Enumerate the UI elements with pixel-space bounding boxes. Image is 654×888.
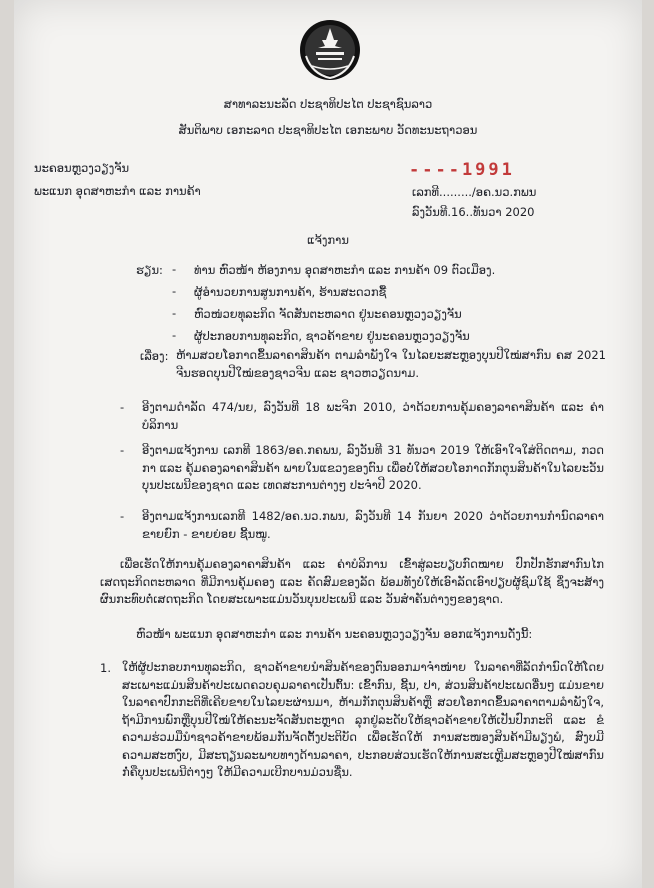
recipient-item: ຜູ້ປະກອບການທຸລະກິດ, ຊາວຄ້າຂາຍ ຢູ່ນະຄອນຫຼວງວຽງຈັນ: [194, 329, 470, 343]
bullet-dash: -: [172, 262, 177, 276]
issuer-org-1: ນະຄອນຫຼວງວຽງຈັນ: [34, 161, 130, 175]
bullet-dash: -: [172, 284, 177, 298]
recipient-item: ຫົວໜ່ວຍທຸລະກິດ ຈັດສັນຕະຫລາດ ຢູ່ນະຄອນຫຼວງວຽງຈັນ: [194, 307, 462, 321]
national-emblem-icon: [298, 18, 362, 82]
announcement-line: ຫົວໜ້າ ພະແນກ ອຸດສາຫະກຳ ແລະ ການຄ້າ ນະຄອນຫຼວງວຽງຈັນ ອອກແຈ້ງການດັ່ງນີ້:: [136, 627, 533, 641]
issuer-org-2: ພະແນກ ອຸດສາຫະກຳ ແລະ ການຄ້າ: [34, 184, 201, 198]
bullet-dash: -: [120, 400, 125, 414]
document-date: ລົງວັນທີ.16..ທັນວາ 2020: [412, 205, 535, 219]
header-line-1: ສາທາລະນະລັດ ປະຊາທິປະໄຕ ປະຊາຊົນລາວ: [223, 97, 433, 111]
bullet-dash: -: [172, 306, 177, 320]
legal-reference: ອີງຕາມແຈ້ງການເລກທີ 1482/ອຄ.ນວ.ກພນ, ລົງວັນທີ 14 ກັນຍາ 2020 ວ່າດ້ວຍການກຳນົດລາຄາຂາຍຍົກ - ຂາຍຍ່ອຍ ຊີ້ນໝູ.: [142, 509, 604, 541]
subject-text: ຫ້າມສວຍໂອກາດຂຶ້ນລາຄາສິນຄ້າ ຕາມລຳພັງໃຈ ໃນໄລຍະສະຫຼອງບຸນປີໃໝ່ສາກົນ ຄສ 2021 ຈີນຮອດບຸນປີໃໝ່ຂອງຊາວຈີນ ແລະ ຊາວຫວຽດນາມ.: [176, 348, 606, 380]
header-line-2: ສັນຕິພາບ ເອກະລາດ ປະຊາທິປະໄຕ ເອກະພາບ ວັດທະນະຖາວອນ: [178, 123, 478, 137]
document-page: [14, 0, 642, 888]
legal-reference: ອີງຕາມແຈ້ງການ ເລກທີ 1863/ອຄ.ກຄພນ, ລົງວັນທີ 31 ທັນວາ 2019 ໃຫ້ເອົາໃຈໃສ່ຕິດຕາມ, ກວດກາ ແລະ ຄຸ້ມຄອງລາຄາສິນຄ້າ ພາຍໃນແຂວງຂອງຕົນ ເພື່ອບໍ່ໃຫ້ສວຍໂອກາດກັກຕຸນສິນຄ້າໃນໄລຍະວັນບຸນປະເພນີຂອງຊາດ ແລະ ເທດສະການຕ່າງໆ ປະຈຳປີ 2020.: [142, 443, 604, 492]
document-title: ແຈ້ງການ: [307, 233, 349, 247]
bullet-dash: -: [120, 443, 125, 457]
legal-reference: ອີງຕາມດຳລັດ 474/ນຍ, ລົງວັນທີ 18 ພະຈິກ 2010, ວ່າດ້ວຍການຄຸ້ມຄອງລາຄາສິນຄ້າ ແລະ ຄ່າບໍລິການ: [142, 400, 604, 432]
to-label: ຮຽນ:: [136, 263, 163, 277]
recipient-item: ຜູ້ອຳນວຍການສູນການຄ້າ, ຮ້ານສະດວກຊື້: [194, 285, 387, 299]
document-number: ----1991: [409, 160, 515, 180]
intro-paragraph: ເພື່ອເຮັດໃຫ້ການຄຸ້ມຄອງລາຄາສິນຄ້າ ແລະ ຄ່າບໍລິການ ເຂົ້າສູ່ລະບຽບກົດໝາຍ ປົກປັກຮັກສາກົນໄກເສດຖະກິດຕະຫລາດ ທີ່ມີການຄຸ້ມຄອງ ແລະ ຄັດສົມຂອງລັດ ພ້ອມທັງບໍ່ໃຫ້ເອົາລັດເອົາປຽບຜູ້ຊົມໃຊ້ ຊຶ່ງຈະສ້າງຜົນກະທົບຕໍ່ເສດຖະກິດ ໂດຍສະເພາະແມ່ນວັນບຸນປະເພນີ ແລະ ວັນສຳຄັນຕ່າງໆຂອງຊາດ.: [100, 557, 604, 606]
point-text: ໃຫ້ຜູ້ປະກອບການທຸລະກິດ, ຊາວຄ້າຂາຍນຳສິນຄ້າຂອງຕົນອອກມາຈຳໜ່າຍ ໃນລາຄາທີ່ລັດກຳນົດໃຫ້ໂດຍສະເພາະແມ່ນສິນຄ້າປະເພດຄວບຄຸມລາຄາເປັນຕົ້ນ: ເຂົ້າກົນ, ຊີ້ນ, ປາ, ສ່ວນສິນຄ້າປະເພດອື່ນໆ ແມ່ນຂາຍໃນລາຄາປົກກະຕິທີ່ເຄີຍຂາຍໃນໄລຍະຜ່ານມາ, ຫ້າມກັກຕຸນສິນຄ້າຫຼື ສວຍໂອກາດຂຶ້ນລາຄາຕາມລຳພັງໃຈ, ຖ້າມີການພົກຫຼືບຸນປີໃໝ່ໃຫ້ຄະນະຈັດສັນຕະຫຼາດ ລຸກຢູ່ລະດັບໃຫ້ຊາວຄ້າຂາຍໃຫ້ເປັນປົກກະຕິ ແລະ ຂໍຄວາມຮ່ວມມືນຳຊາວຄ້າຂາຍພ້ອມກັນຈັດຕັ້ງປະຕິບັດ ເພື່ອເຮັດໃຫ້ ການສະໜອງສິນຄ້າມີພຽງພໍ, ສົງບມີຄວາມສະຫງົບ, ມີສະຖຽນລະພາບທາງດ້ານລາຄາ, ປະກອບສ່ວນເຮັດໃຫ້ການສະເຫຼີມສະຫຼອງປີໃໝ່ສາກົນ ກໍ່ຄືບຸນປະເພນີຕ່າງໆ ໃຫ້ມີຄວາມເບີກບານມ່ວນຊື່ນ.: [122, 660, 604, 779]
point-number: 1.: [100, 661, 111, 675]
bullet-dash: -: [120, 509, 125, 523]
reference-number: ເລກທີ........./ອຄ.ນວ.ກພນ: [412, 185, 537, 199]
subject-label: ເລື່ອງ:: [140, 349, 169, 363]
bullet-dash: -: [172, 328, 177, 342]
recipient-item: ທ່ານ ຫົວໜ້າ ຫ້ອງການ ອຸດສາຫະກຳ ແລະ ການຄ້າ 09 ຕົວເມືອງ.: [194, 263, 496, 277]
